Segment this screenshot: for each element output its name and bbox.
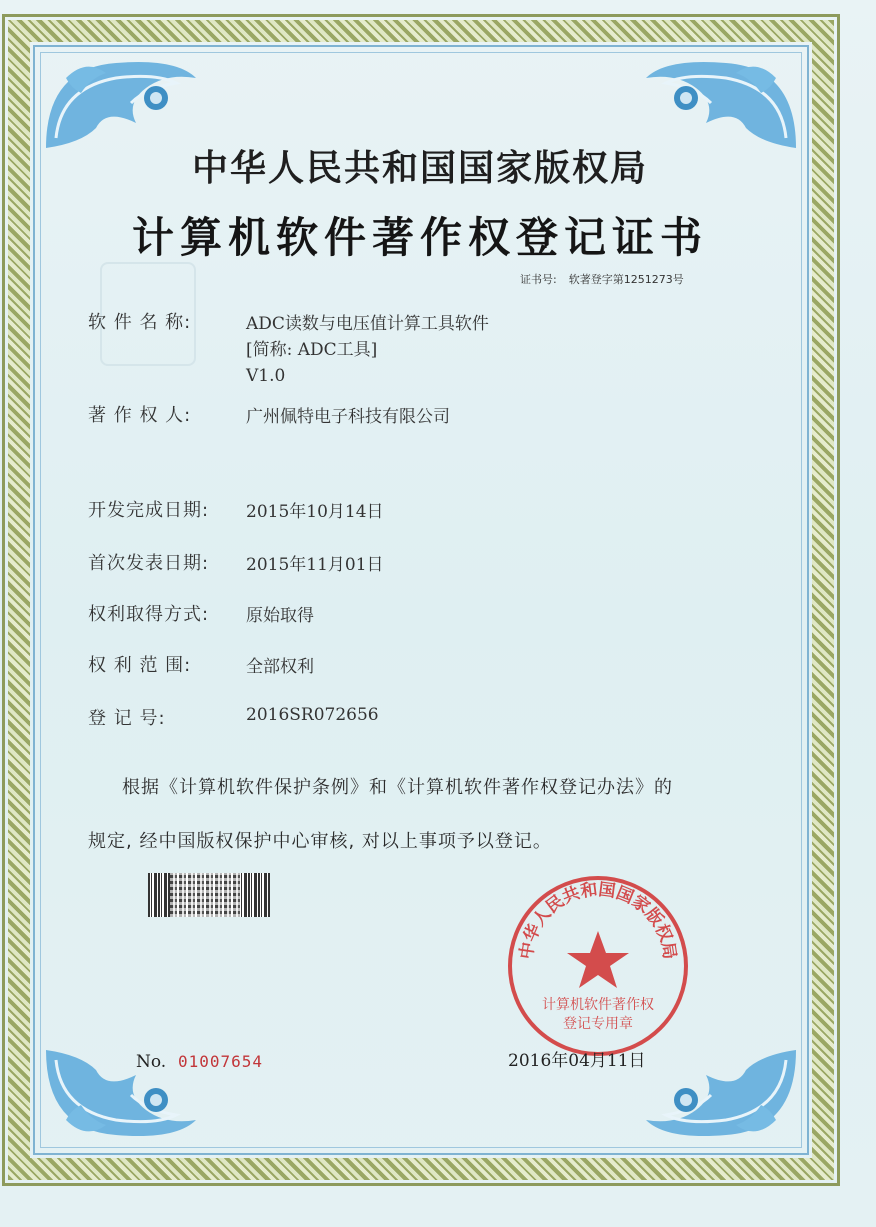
pub-date-value: 2015年11月01日 — [246, 555, 384, 575]
qr-code-icon — [170, 873, 240, 917]
issue-date: 2016年04月11日 — [508, 1051, 646, 1071]
seal-center-line-1: 计算机软件著作权 — [542, 997, 654, 1013]
statement-line-1: 根据《计算机软件保护条例》和《计算机软件著作权登记办法》的 — [122, 777, 673, 798]
dev-date-value: 2015年10月14日 — [246, 502, 384, 522]
seal-ring-text: 中华人民共和国国家版权局 — [516, 879, 680, 961]
acquire-method-value: 原始取得 — [246, 606, 314, 626]
certificate-title: 计算机软件著作权登记证书 — [131, 213, 708, 262]
statement-line-2: 规定, 经中国版权保护中心审核, 对以上事项予以登记。 — [88, 831, 552, 852]
certificate-number-value: 软著登字第1251273号 — [568, 273, 684, 286]
rights-scope-label: 权 利 范 围: — [88, 655, 192, 676]
software-name-block — [246, 311, 489, 389]
software-version: V1.0 — [246, 366, 286, 386]
software-name: ADC读数与电压值计算工具软件 — [246, 314, 489, 334]
software-name-label: 软 件 名 称: — [88, 312, 192, 333]
serial-number: 01007654 — [178, 1052, 264, 1071]
official-seal-icon — [505, 873, 691, 1059]
issuing-authority: 中华人民共和国国家版权局 — [191, 148, 648, 189]
registration-number-label: 登 记 号: — [88, 708, 166, 729]
acquire-method-label: 权利取得方式: — [88, 604, 210, 625]
registration-number-value: 2016SR072656 — [246, 705, 379, 725]
owner-value: 广州佩特电子科技有限公司 — [246, 407, 450, 427]
dev-date-label: 开发完成日期: — [88, 500, 210, 521]
seal-center-line-2: 登记专用章 — [563, 1016, 633, 1032]
serial-label: No. — [136, 1052, 167, 1072]
pub-date-label: 首次发表日期: — [88, 553, 210, 574]
software-short-name: [简称: ADC工具] — [246, 340, 378, 360]
owner-label: 著 作 权 人: — [88, 405, 192, 426]
certificate-number-label: 证书号: — [520, 273, 557, 286]
rights-scope-value: 全部权利 — [246, 657, 314, 677]
certificate-number — [520, 271, 696, 287]
